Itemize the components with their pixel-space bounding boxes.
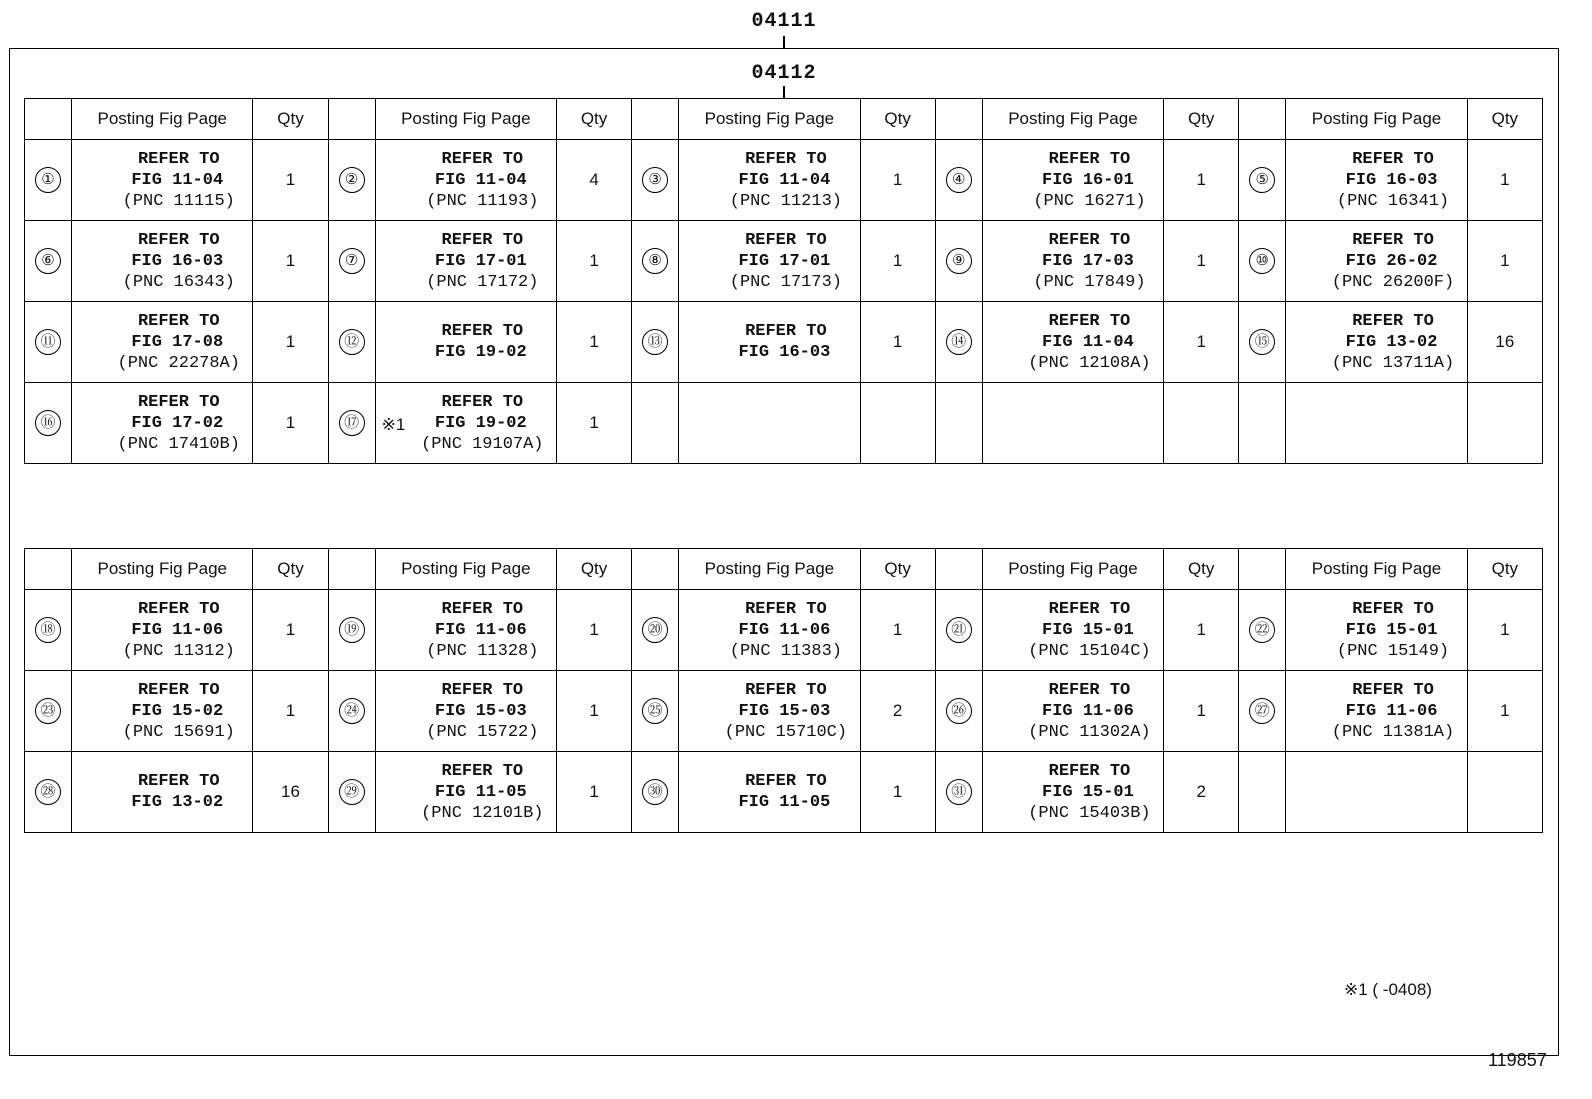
- reference-cell: [982, 752, 1163, 833]
- part-number-cell: [25, 752, 72, 833]
- table-header-row: [25, 99, 1543, 140]
- parts-table-lower: [24, 548, 1543, 833]
- circled-part-number: ②: [339, 167, 365, 193]
- part-number-cell: [328, 140, 375, 221]
- part-number-cell: [1239, 221, 1286, 302]
- qty-cell: 1: [1164, 302, 1239, 383]
- footnote: ※1 ( -0408): [1344, 980, 1432, 999]
- reference-cell: [679, 383, 860, 464]
- pnc-reference: (PNC 17410B): [117, 434, 240, 454]
- fig-reference: FIG 15-01: [1345, 620, 1438, 640]
- reference-cell: [72, 590, 253, 671]
- table-row: [25, 383, 1543, 464]
- header-posting-fig-page: Posting Fig Page: [679, 549, 860, 590]
- pnc-reference: (PNC 11302A): [1028, 722, 1151, 742]
- qty-cell: 1: [1164, 590, 1239, 671]
- part-number-cell: [935, 590, 982, 671]
- qty-cell: 1: [860, 140, 935, 221]
- part-number-cell: [328, 383, 375, 464]
- reference-cell: [72, 221, 253, 302]
- refer-to-text: REFER TO: [1048, 761, 1131, 781]
- refer-to-text: REFER TO: [137, 599, 220, 619]
- circled-part-number: ⑧: [642, 248, 668, 274]
- circled-part-number: ㉑: [946, 617, 972, 643]
- pnc-reference: (PNC 15722): [426, 722, 539, 742]
- reference-cell: [375, 752, 556, 833]
- header-qty: Qty: [556, 549, 631, 590]
- qty-cell: 4: [556, 140, 631, 221]
- fig-reference: FIG 16-03: [131, 251, 224, 271]
- fig-reference: FIG 11-04: [131, 170, 224, 190]
- refer-to-text: REFER TO: [137, 392, 220, 412]
- pnc-reference: (PNC 26200F): [1331, 272, 1455, 292]
- qty-cell: 1: [860, 302, 935, 383]
- qty-cell: 1: [860, 590, 935, 671]
- reference-cell: [375, 302, 556, 383]
- circled-part-number: ⑥: [35, 248, 61, 274]
- circled-part-number: ㉔: [339, 698, 365, 724]
- header-posting-fig-page: Posting Fig Page: [375, 549, 556, 590]
- refer-to-text: REFER TO: [745, 680, 827, 700]
- fig-reference: FIG 15-03: [434, 701, 527, 721]
- circled-part-number: ④: [946, 167, 972, 193]
- part-number-cell: [1239, 671, 1286, 752]
- pnc-reference: (PNC 11312): [122, 641, 235, 661]
- part-number-cell: [935, 671, 982, 752]
- reference-cell: [1286, 671, 1467, 752]
- reference-cell: [982, 221, 1163, 302]
- reference-cell: [982, 302, 1163, 383]
- header-qty: Qty: [253, 99, 328, 140]
- pnc-reference: (PNC 15104C): [1028, 641, 1151, 661]
- fig-reference: FIG 17-01: [738, 251, 831, 271]
- refer-to-text: REFER TO: [441, 322, 524, 341]
- top-assembly-label: 04111: [751, 10, 817, 33]
- header-number-cell: [328, 549, 375, 590]
- reference-cell: [679, 302, 860, 383]
- pnc-reference: (PNC 19107A): [421, 434, 544, 454]
- circled-part-number: ㉖: [946, 698, 972, 724]
- circled-part-number: ㉒: [1249, 617, 1275, 643]
- refer-to-text: REFER TO: [441, 230, 524, 250]
- circled-part-number: ⑤: [1249, 167, 1275, 193]
- reference-cell: [679, 140, 860, 221]
- header-qty: Qty: [860, 99, 935, 140]
- circled-part-number: ⑰: [339, 410, 365, 436]
- refer-to-text: REFER TO: [441, 599, 524, 619]
- fig-reference: FIG 13-02: [1345, 332, 1438, 352]
- refer-to-text: REFER TO: [137, 311, 220, 331]
- header-number-cell: [632, 549, 679, 590]
- reference-cell: [679, 221, 860, 302]
- header-posting-fig-page: Posting Fig Page: [1286, 549, 1467, 590]
- qty-cell: 1: [556, 671, 631, 752]
- reference-cell: [375, 671, 556, 752]
- circled-part-number: ⑪: [35, 329, 61, 355]
- pnc-reference: (PNC 15691): [122, 722, 235, 742]
- pnc-reference: (PNC 11213): [729, 191, 842, 211]
- reference-cell: [375, 590, 556, 671]
- pnc-reference: (PNC 13711A): [1331, 353, 1455, 373]
- header-number-cell: [25, 99, 72, 140]
- fig-reference: FIG 11-06: [131, 620, 224, 640]
- reference-cell: [1286, 590, 1467, 671]
- part-number-cell: [1239, 752, 1286, 833]
- pnc-reference: (PNC 11328): [426, 641, 539, 661]
- pnc-reference: (PNC 11381A): [1331, 722, 1455, 742]
- refer-to-text: REFER TO: [1352, 230, 1434, 250]
- fig-reference: FIG 11-06: [1345, 701, 1438, 721]
- part-number-cell: [935, 140, 982, 221]
- fig-reference: FIG 11-05: [434, 782, 527, 802]
- qty-cell: 1: [556, 221, 631, 302]
- fig-reference: FIG 15-02: [131, 701, 224, 721]
- qty-cell: 1: [556, 383, 631, 464]
- pnc-reference: (PNC 22278A): [117, 353, 240, 373]
- parts-table-upper: [24, 98, 1543, 464]
- part-number-cell: [25, 383, 72, 464]
- qty-cell: 1: [1164, 671, 1239, 752]
- qty-cell: 1: [860, 221, 935, 302]
- refer-to-text: REFER TO: [745, 599, 827, 619]
- refer-to-text: REFER TO: [745, 322, 827, 341]
- header-number-cell: [1239, 549, 1286, 590]
- header-number-cell: [935, 99, 982, 140]
- fig-reference: FIG 11-05: [738, 793, 831, 812]
- part-number-cell: [328, 671, 375, 752]
- circled-part-number: ㉓: [35, 698, 61, 724]
- part-number-cell: [632, 671, 679, 752]
- qty-cell: 16: [253, 752, 328, 833]
- qty-cell: [860, 383, 935, 464]
- reference-cell: [982, 671, 1163, 752]
- qty-cell: 1: [1467, 590, 1542, 671]
- reference-cell: [375, 383, 556, 464]
- circled-part-number: ⑫: [339, 329, 365, 355]
- fig-reference: FIG 15-01: [1042, 782, 1134, 802]
- circled-part-number: ⑦: [339, 248, 365, 274]
- figure-number: 119857: [1488, 1050, 1547, 1070]
- fig-reference: FIG 16-03: [1345, 170, 1438, 190]
- qty-cell: 1: [1164, 221, 1239, 302]
- part-number-cell: [935, 383, 982, 464]
- pnc-reference: (PNC 11383): [729, 641, 842, 661]
- header-qty: Qty: [1164, 99, 1239, 140]
- fig-reference: FIG 16-01: [1042, 170, 1134, 190]
- qty-cell: 1: [253, 383, 328, 464]
- header-qty: Qty: [1467, 549, 1542, 590]
- pnc-reference: (PNC 15403B): [1028, 803, 1151, 823]
- reference-cell: [1286, 752, 1467, 833]
- header-number-cell: [1239, 99, 1286, 140]
- circled-part-number: ㉕: [642, 698, 668, 724]
- qty-cell: [1164, 383, 1239, 464]
- pnc-reference: (PNC 15149): [1336, 641, 1450, 661]
- fig-reference: FIG 11-04: [1042, 332, 1134, 352]
- pnc-reference: (PNC 11193): [426, 191, 539, 211]
- part-number-cell: [328, 221, 375, 302]
- reference-cell: [679, 590, 860, 671]
- circled-part-number: ⑳: [642, 617, 668, 643]
- fig-reference: FIG 17-03: [1042, 251, 1134, 271]
- circled-part-number: ⑬: [642, 329, 668, 355]
- part-number-cell: [632, 590, 679, 671]
- part-number-cell: [632, 302, 679, 383]
- reference-cell: [1286, 302, 1467, 383]
- circled-part-number: ⑨: [946, 248, 972, 274]
- qty-cell: 1: [556, 302, 631, 383]
- table-header-row: [25, 549, 1543, 590]
- header-qty: Qty: [1164, 549, 1239, 590]
- fig-reference: FIG 19-02: [434, 413, 527, 433]
- qty-cell: 1: [1164, 140, 1239, 221]
- refer-to-text: REFER TO: [1048, 680, 1131, 700]
- header-number-cell: [328, 99, 375, 140]
- pnc-reference: (PNC 16271): [1033, 191, 1146, 211]
- header-qty: Qty: [556, 99, 631, 140]
- refer-to-text: REFER TO: [1048, 311, 1131, 331]
- header-number-cell: [25, 549, 72, 590]
- fig-reference: FIG 17-02: [131, 413, 224, 433]
- part-number-cell: [25, 140, 72, 221]
- qty-cell: 1: [1467, 671, 1542, 752]
- reference-cell: [679, 671, 860, 752]
- part-number-cell: [1239, 590, 1286, 671]
- circled-part-number: ③: [642, 167, 668, 193]
- circled-part-number: ⑱: [35, 617, 61, 643]
- reference-cell: [375, 221, 556, 302]
- fig-reference: FIG 11-06: [1042, 701, 1134, 721]
- qty-cell: 1: [860, 752, 935, 833]
- circled-part-number: ㉛: [946, 779, 972, 805]
- reference-cell: [72, 671, 253, 752]
- fig-reference: FIG 13-02: [131, 793, 224, 812]
- circled-part-number: ⑭: [946, 329, 972, 355]
- refer-to-text: REFER TO: [441, 149, 524, 169]
- header-number-cell: [935, 549, 982, 590]
- pnc-reference: (PNC 17849): [1033, 272, 1146, 292]
- pnc-reference: (PNC 15710C): [724, 722, 848, 742]
- circled-part-number: ①: [35, 167, 61, 193]
- fig-reference: FIG 17-08: [131, 332, 224, 352]
- part-number-cell: [25, 302, 72, 383]
- reference-cell: [72, 752, 253, 833]
- qty-cell: 2: [860, 671, 935, 752]
- reference-cell: [375, 140, 556, 221]
- part-number-cell: [328, 590, 375, 671]
- reference-cell: [72, 302, 253, 383]
- refer-to-text: REFER TO: [137, 680, 220, 700]
- qty-cell: 1: [253, 671, 328, 752]
- part-number-cell: [632, 752, 679, 833]
- circled-part-number: ⑯: [35, 410, 61, 436]
- qty-cell: 1: [253, 590, 328, 671]
- refer-to-text: REFER TO: [1048, 149, 1131, 169]
- table-row: [25, 671, 1543, 752]
- header-posting-fig-page: Posting Fig Page: [72, 99, 253, 140]
- part-number-cell: [328, 302, 375, 383]
- header-number-cell: [632, 99, 679, 140]
- qty-cell: 1: [253, 221, 328, 302]
- part-number-cell: [935, 302, 982, 383]
- table-row: [25, 140, 1543, 221]
- refer-to-text: REFER TO: [745, 772, 827, 791]
- header-posting-fig-page: Posting Fig Page: [1286, 99, 1467, 140]
- part-number-cell: [632, 140, 679, 221]
- fig-reference: FIG 15-03: [738, 701, 831, 721]
- fig-reference: FIG 11-04: [434, 170, 527, 190]
- refer-to-text: REFER TO: [1048, 230, 1131, 250]
- pnc-reference: (PNC 12101B): [421, 803, 544, 823]
- qty-cell: 1: [556, 752, 631, 833]
- part-number-cell: [25, 221, 72, 302]
- fig-reference: FIG 11-06: [434, 620, 527, 640]
- header-qty: Qty: [860, 549, 935, 590]
- refer-to-text: REFER TO: [1352, 680, 1434, 700]
- fig-reference: FIG 19-02: [434, 343, 527, 362]
- part-number-cell: [1239, 302, 1286, 383]
- fig-reference: FIG 16-03: [738, 343, 831, 362]
- refer-to-text: REFER TO: [1352, 599, 1434, 619]
- fig-reference: FIG 15-01: [1042, 620, 1134, 640]
- circled-part-number: ⑲: [339, 617, 365, 643]
- part-number-cell: [632, 383, 679, 464]
- header-qty: Qty: [253, 549, 328, 590]
- table-row: [25, 590, 1543, 671]
- part-number-cell: [25, 590, 72, 671]
- part-number-cell: [328, 752, 375, 833]
- fig-reference: FIG 11-06: [738, 620, 831, 640]
- qty-cell: [1467, 752, 1542, 833]
- header-posting-fig-page: Posting Fig Page: [375, 99, 556, 140]
- pnc-reference: (PNC 11115): [122, 191, 235, 211]
- qty-cell: 1: [1467, 221, 1542, 302]
- refer-to-text: REFER TO: [745, 230, 827, 250]
- refer-to-text: REFER TO: [441, 680, 524, 700]
- circled-part-number: ⑮: [1249, 329, 1275, 355]
- footnote-marker: ※1: [381, 415, 406, 434]
- qty-cell: [1467, 383, 1542, 464]
- part-number-cell: [935, 221, 982, 302]
- part-number-cell: [1239, 383, 1286, 464]
- circled-part-number: ⑩: [1249, 248, 1275, 274]
- reference-cell: [982, 590, 1163, 671]
- part-number-cell: [25, 671, 72, 752]
- refer-to-text: REFER TO: [1352, 149, 1434, 169]
- pnc-reference: (PNC 17173): [729, 272, 842, 292]
- reference-cell: [679, 752, 860, 833]
- refer-to-text: REFER TO: [137, 149, 220, 169]
- part-number-cell: [632, 221, 679, 302]
- header-posting-fig-page: Posting Fig Page: [982, 99, 1163, 140]
- fig-reference: FIG 17-01: [434, 251, 527, 271]
- header-posting-fig-page: Posting Fig Page: [679, 99, 860, 140]
- refer-to-text: REFER TO: [745, 149, 827, 169]
- qty-cell: 1: [1467, 140, 1542, 221]
- header-posting-fig-page: Posting Fig Page: [72, 549, 253, 590]
- pnc-reference: (PNC 17172): [426, 272, 539, 292]
- reference-cell: [982, 140, 1163, 221]
- circled-part-number: ㉙: [339, 779, 365, 805]
- refer-to-text: REFER TO: [441, 392, 524, 412]
- table-row: [25, 221, 1543, 302]
- refer-to-text: REFER TO: [137, 230, 220, 250]
- refer-to-text: REFER TO: [1048, 599, 1131, 619]
- reference-cell: [1286, 383, 1467, 464]
- table-row: [25, 302, 1543, 383]
- table-row: [25, 752, 1543, 833]
- part-number-cell: [1239, 140, 1286, 221]
- qty-cell: 1: [556, 590, 631, 671]
- part-number-cell: [935, 752, 982, 833]
- reference-cell: [982, 383, 1163, 464]
- fig-reference: FIG 26-02: [1345, 251, 1438, 271]
- refer-to-text: REFER TO: [137, 772, 220, 791]
- pnc-reference: (PNC 16341): [1336, 191, 1450, 211]
- fig-reference: FIG 11-04: [738, 170, 831, 190]
- header-posting-fig-page: Posting Fig Page: [982, 549, 1163, 590]
- group-label: 04112: [751, 62, 817, 85]
- reference-cell: [72, 140, 253, 221]
- reference-cell: [1286, 221, 1467, 302]
- qty-cell: 1: [253, 140, 328, 221]
- circled-part-number: ㉗: [1249, 698, 1275, 724]
- refer-to-text: REFER TO: [1352, 311, 1434, 331]
- reference-cell: [1286, 140, 1467, 221]
- header-qty: Qty: [1467, 99, 1542, 140]
- qty-cell: 2: [1164, 752, 1239, 833]
- reference-cell: [72, 383, 253, 464]
- circled-part-number: ㉚: [642, 779, 668, 805]
- qty-cell: 16: [1467, 302, 1542, 383]
- qty-cell: 1: [253, 302, 328, 383]
- refer-to-text: REFER TO: [441, 761, 524, 781]
- pnc-reference: (PNC 16343): [122, 272, 235, 292]
- pnc-reference: (PNC 12108A): [1028, 353, 1151, 373]
- circled-part-number: ㉘: [35, 779, 61, 805]
